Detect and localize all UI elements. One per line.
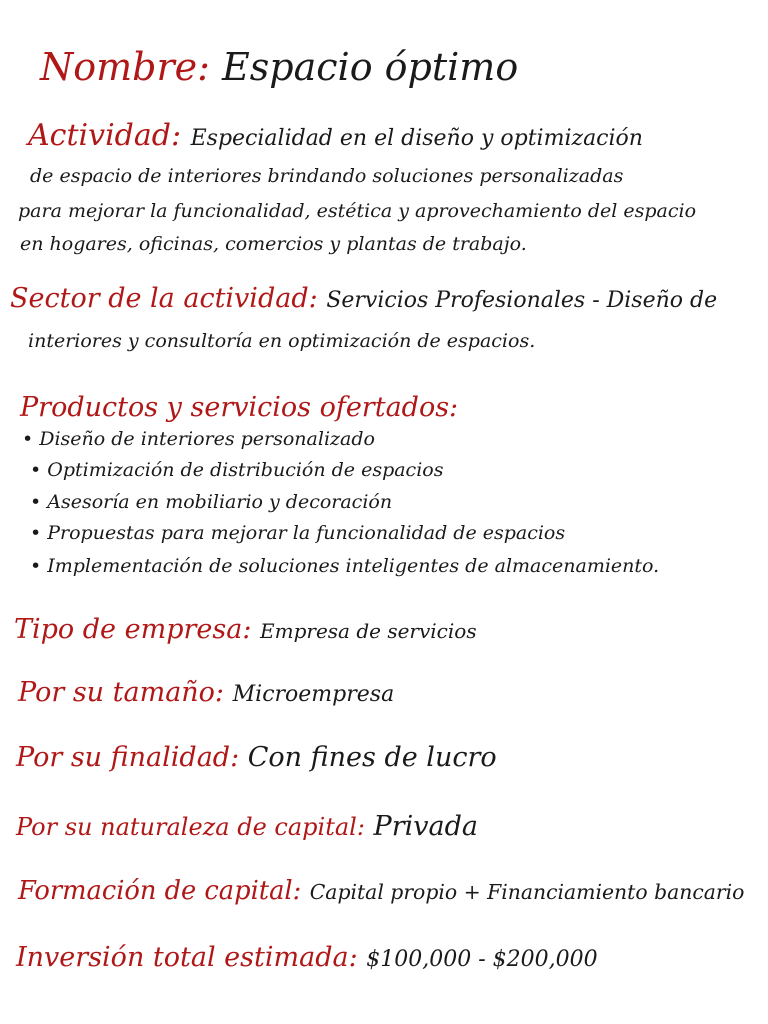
naturaleza-label: Por su naturaleza de capital:	[16, 813, 365, 841]
productos-item-2: • Optimización de distribución de espacios	[30, 459, 444, 481]
inversion-label: Inversión total estimada:	[16, 942, 358, 973]
finalidad-value: Con fines de lucro	[247, 742, 497, 773]
sector-text-1: Servicios Profesionales - Diseño de	[326, 288, 718, 313]
actividad-text-3: para mejorar la funcionalidad, estética y aprovechamiento del espacio	[18, 200, 697, 222]
tipo-label: Tipo de empresa:	[14, 614, 252, 645]
actividad-text-2: de espacio de interiores brindando soluciones personalizadas	[30, 165, 624, 187]
tipo-value: Empresa de servicios	[260, 619, 477, 643]
naturaleza-value: Privada	[373, 811, 478, 842]
finalidad-line	[16, 742, 497, 773]
inversion-line	[16, 942, 598, 973]
nombre-value: Espacio óptimo	[222, 45, 519, 89]
formacion-line	[18, 875, 744, 906]
formacion-value: Capital propio + Financiamiento bancario	[309, 880, 745, 904]
actividad-label: Actividad:	[28, 118, 182, 153]
formacion-label: Formación de capital:	[18, 876, 302, 906]
productos-item-1: • Diseño de interiores personalizado	[22, 428, 375, 450]
actividad-line-1	[28, 118, 643, 153]
sector-line-1	[10, 283, 717, 314]
naturaleza-line	[16, 811, 478, 842]
tamano-label: Por su tamaño:	[18, 677, 225, 708]
sector-text-2: interiores y consultoría en optimización de espacios.	[28, 330, 536, 352]
productos-item-4: • Propuestas para mejorar la funcionalidad de espacios	[30, 522, 566, 544]
nombre-line	[40, 45, 518, 89]
productos-label: Productos y servicios ofertados:	[20, 392, 459, 423]
finalidad-label: Por su finalidad:	[16, 742, 240, 773]
actividad-text-1: Especialidad en el diseño y optimización	[190, 126, 643, 151]
sector-label: Sector de la actividad:	[10, 283, 318, 314]
productos-item-3: • Asesoría en mobiliario y decoración	[30, 491, 393, 513]
nombre-label: Nombre:	[40, 45, 210, 89]
inversion-value: $100,000 - $200,000	[366, 947, 598, 972]
tamano-value: Microempresa	[232, 682, 395, 707]
tipo-line	[14, 614, 477, 645]
actividad-text-4: en hogares, oficinas, comercios y plantas de trabajo.	[20, 233, 527, 255]
productos-item-5: • Implementación de soluciones inteligentes de almacenamiento.	[30, 555, 660, 577]
tamano-line	[18, 677, 394, 708]
